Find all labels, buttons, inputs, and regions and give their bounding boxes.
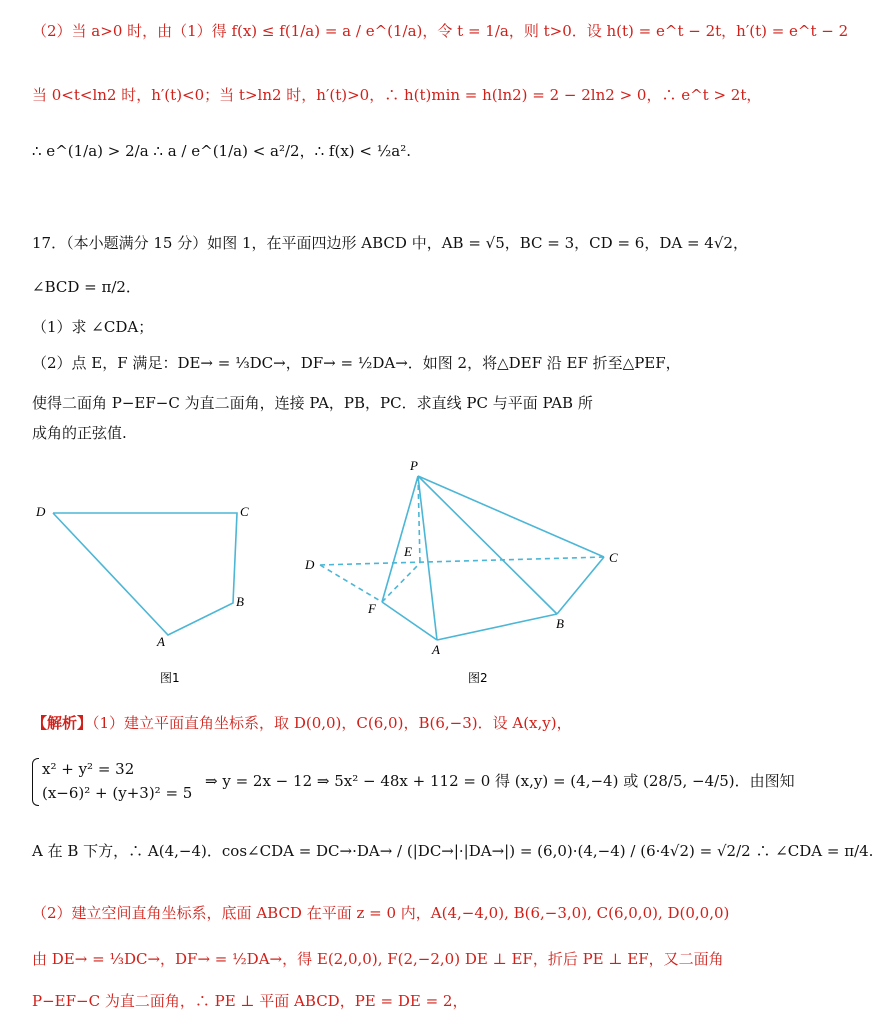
figures (0, 450, 779, 690)
fig2-label-b: B (556, 616, 564, 631)
fig1-label-c: C (240, 504, 249, 519)
fig1-label-b: B (236, 594, 244, 609)
equation-system (32, 758, 202, 808)
figure1 (53, 513, 237, 635)
fig1-caption: 图1 (160, 671, 180, 685)
system-eq1: x² + y² = 32 (42, 760, 135, 778)
part2-line1: （2）当 a>0 时，由（1）得 f(x) ≤ f(1/a) = a / e^(1/a)，令 t = 1/a，则 t>0．设 h(t) = e^t − 2t，h′(t) = e^t − 2 (32, 22, 849, 40)
part2-line3: ∴ e^(1/a) > 2/a ∴ a / e^(1/a) < a²/2，∴ f(x) < ½a². (32, 142, 411, 160)
fig2-label-p: P (410, 458, 418, 473)
fig2-label-d: D (305, 557, 315, 572)
solution-derive: ⇒ y = 2x − 12 ⇒ 5x² − 48x + 112 = 0 得 (x,y) = (4,−4) 或 (28/5, −4/5)．由图知 (205, 772, 795, 790)
solution-step3: A 在 B 下方，∴ A(4,−4)．cos∠CDA = DC→·DA→ / (|DC→|·|DA→|) = (6,0)·(4,−4) / (6·4√2) = √2/2 ∴ ∠CDA = π/4. (32, 842, 873, 860)
fig2-label-a: A (432, 642, 440, 657)
problem17-q2: （2）点 E，F 满足：DE→ = ⅓DC→，DF→ = ½DA→．如图 2，将△DEF 沿 EF 折至△PEF， (32, 354, 681, 372)
solution-step1: （1）建立平面直角坐标系，取 D(0,0)，C(6,0)，B(6,−3)．设 A(x,y)， (92, 714, 572, 732)
part2-line2: 当 0<t<ln2 时，h′(t)<0；当 t>ln2 时，h′(t)>0，∴ h(t)min = h(ln2) = 2 − 2ln2 > 0，∴ e^t > 2t， (32, 86, 762, 104)
brace (32, 758, 39, 806)
fig2-label-e: E (404, 544, 412, 559)
solution-line1 (32, 712, 759, 734)
fig1-label-d: D (36, 504, 46, 519)
fig1-label-a: A (157, 634, 165, 649)
system-eq2: (x−6)² + (y+3)² = 5 (42, 784, 193, 802)
solution-step5: 由 DE→ = ⅓DC→，DF→ = ½DA→，得 E(2,0,0), F(2,−2,0) DE ⊥ EF，折后 PE ⊥ EF，又二面角 (32, 950, 724, 968)
solution-step6: P−EF−C 为直二面角，∴ PE ⊥ 平面 ABCD，PE = DE = 2， (32, 992, 468, 1010)
fig2-label-f: F (368, 601, 376, 616)
problem17-angle: ∠BCD = π/2． (32, 278, 141, 296)
problem17-q2-end: 成角的正弦值. (32, 424, 127, 442)
solution-step4: （2）建立空间直角坐标系，底面 ABCD 在平面 z = 0 内，A(4,−4,0), B(6,−3,0), C(6,0,0), D(0,0,0) (32, 904, 730, 922)
problem17-q2-cont: 使得二面角 P−EF−C 为直二面角，连接 PA，PB，PC．求直线 PC 与平面 PAB 所 (32, 394, 593, 412)
problem17-q1: （1）求 ∠CDA； (32, 318, 154, 336)
solution-label: 【解析】 (32, 714, 93, 732)
problem17-header: 17．（本小题满分 15 分）如图 1，在平面四边形 ABCD 中，AB = √5，BC = 3，CD = 6，DA = 4√2， (32, 234, 748, 252)
fig2-label-c: C (609, 550, 618, 565)
fig2-caption: 图2 (468, 671, 488, 685)
